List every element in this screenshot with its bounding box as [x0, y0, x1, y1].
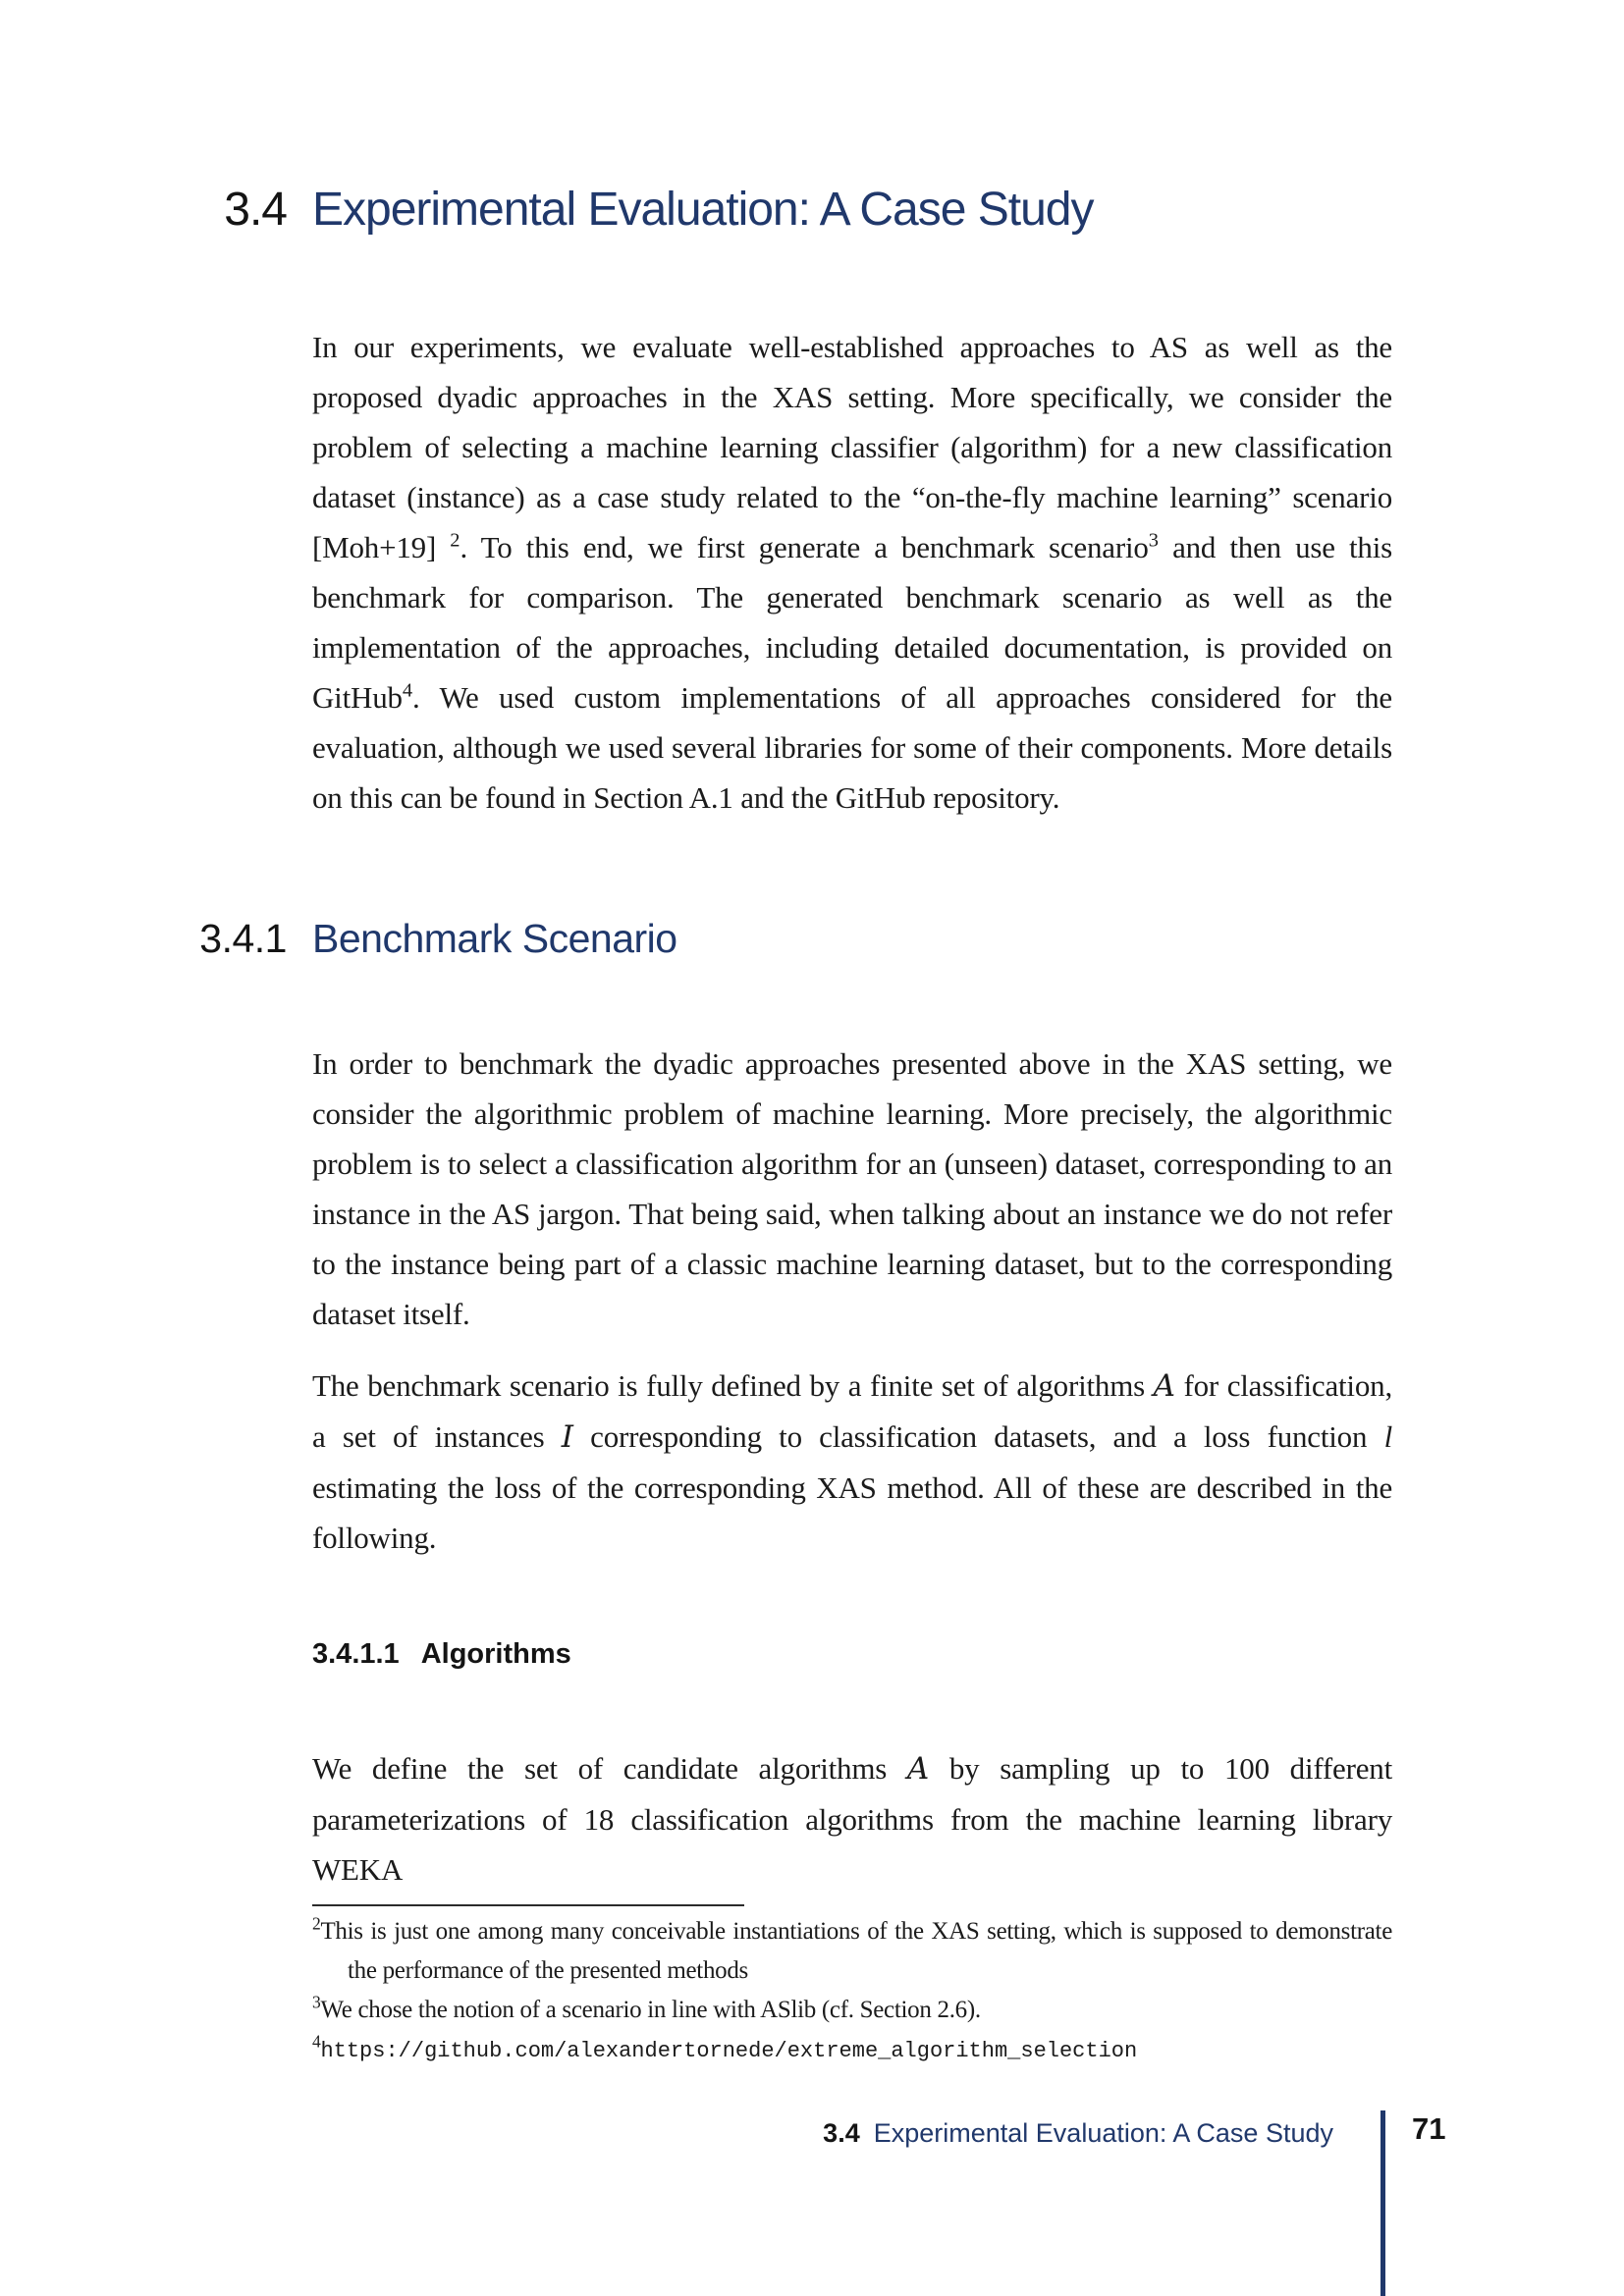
footnote-2: [312, 1912, 1392, 1991]
body-paragraph-2: In order to benchmark the dyadic approaches presented above in the XAS setting, we consider the algorithmic problem of machine learning. More precisely, the algorithmic problem is to select a classification algorithm for an (unseen) dataset, corresponding to an instance in the AS jargon. That being said, when talking about an instance we do not refer to the instance being part of a classic machine learning dataset, but to the corresponding dataset itself.: [312, 1045, 1392, 1331]
section-title: Experimental Evaluation: A Case Study: [312, 184, 1094, 236]
body-paragraph-4: We define the set of candidate algorithms A by sampling up to 100 different parameterizations of 18 classification algorithms from the machine learning library WEKA: [312, 1751, 1392, 1888]
subsection-heading: [199, 915, 1392, 961]
footnote-marker: 2: [312, 1913, 321, 1934]
subsection-number: 3.4.1: [199, 915, 287, 961]
footer-section-title: Experimental Evaluation: A Case Study: [873, 2118, 1333, 2148]
page-number: 71: [1412, 2111, 1446, 2146]
body-paragraph-3: The benchmark scenario is fully defined by a finite set of algorithms A for classification, a set of instances I corresponding to classification datasets, and a loss function l estimating the loss of the corresponding XAS method. All of these are described in the following.: [312, 1367, 1393, 1555]
footnote-text: We chose the notion of a scenario in line with ASlib (cf. Section 2.6).: [320, 1997, 981, 2024]
footnotes-section: [312, 1904, 1392, 2071]
subsubsection-heading: [312, 1638, 1392, 1671]
footnote-text: This is just one among many conceivable instantiations of the XAS setting, which is supposed to demonstrate the performance of the presented methods: [320, 1918, 1392, 1985]
running-footer: [0, 2119, 1333, 2149]
subsection-title: Benchmark Scenario: [312, 915, 677, 961]
footnote-4: [312, 2030, 1392, 2071]
footnote-3: [312, 1991, 1392, 2030]
footnote-url[interactable]: https://github.com/alexandertornede/extreme_algorithm_selection: [320, 2039, 1138, 2064]
subsubsection-title: Algorithms: [420, 1637, 571, 1670]
section-heading: [224, 184, 1392, 236]
footnote-divider: [312, 1904, 744, 1906]
footnote-marker: 4: [312, 2031, 321, 2052]
subsubsection-number: 3.4.1.1: [312, 1637, 400, 1670]
body-paragraph-1: In our experiments, we evaluate well-established approaches to AS as well as the proposed dyadic approaches in the XAS setting. More specifically, we consider the problem of selecting a machine learning classifier (algorithm) for a new classification dataset (instance) as a case study related to the “on-the-fly machine learning” scenario [Moh+19] $^2$. To this end, we first generate a benchmark scenario$^3$ and then use this benchmark for comparison. The generated benchmark scenario as well as the implementation of the approaches, including detailed documentation, is provided on GitHub$^4$. We used custom implementations of all approaches considered for the evaluation, although we used several libraries for some of their components. More details on this can be found in Section A.1 and the GitHub repository.: [312, 329, 1392, 815]
footer-divider-bar: [1380, 2110, 1385, 2296]
footer-section-number: 3.4: [823, 2118, 860, 2148]
section-number: 3.4: [224, 184, 287, 236]
page-content: [199, 0, 1393, 2071]
footnote-marker: 3: [312, 1992, 321, 2012]
